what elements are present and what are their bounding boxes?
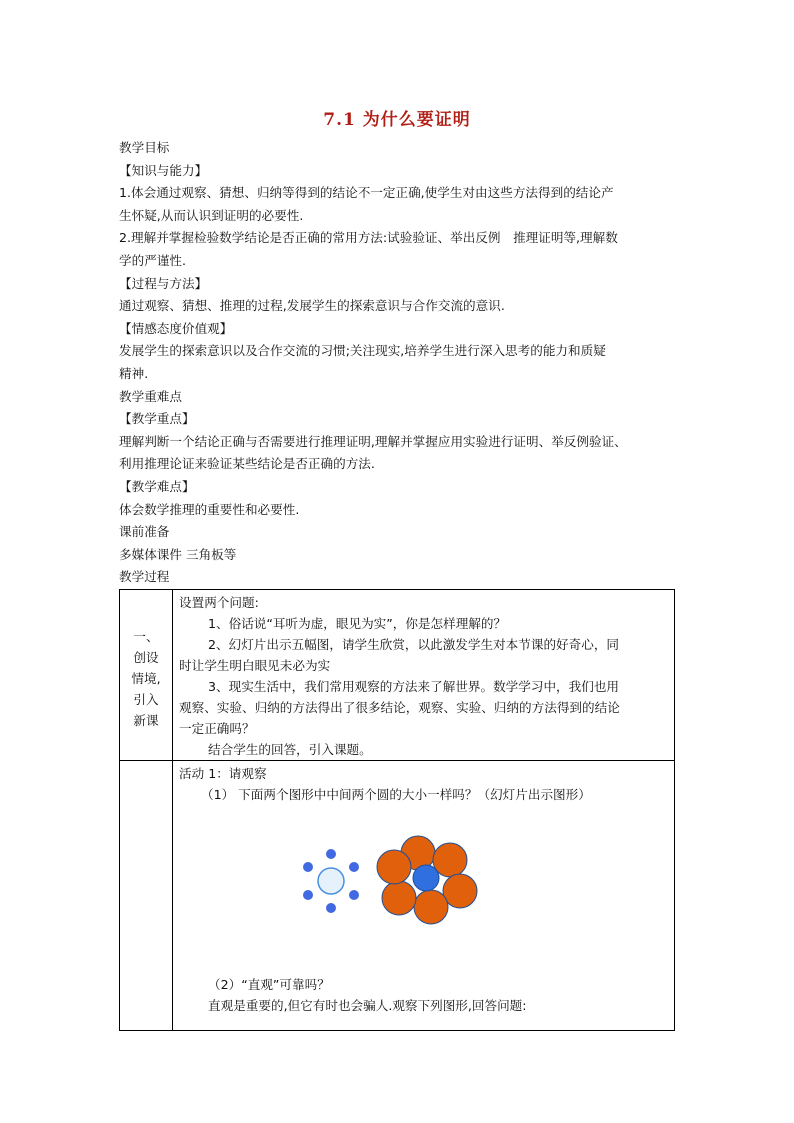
body-line: 多媒体课件 三角板等 [119, 546, 237, 562]
left-center-circle [318, 868, 344, 894]
large-circle [433, 843, 467, 877]
large-circle [377, 850, 411, 884]
small-circle [303, 862, 313, 872]
activity-item-2-text: 直观是重要的,但它有时也会骗人.观察下列图形,回答问题: [208, 998, 527, 1013]
section-heading: 课前准备 [119, 524, 170, 540]
circle-illusion-figure [179, 805, 649, 960]
body-line: 生怀疑,从而认识到证明的必要性. [119, 207, 304, 223]
question-2-cont: 时让学生明白眼见未必为实 [179, 658, 331, 673]
small-circle [326, 903, 336, 913]
small-circle [303, 890, 313, 900]
activity-item-2: （2）“直观”可靠吗？ [208, 977, 330, 992]
body-line: 1.体会通过观察、猜想、归纳等得到的结论不一定正确,使学生对由这些方法得到的结论产 [119, 185, 614, 201]
stage-label: 情境, [131, 671, 161, 686]
activity-item-1: （1） 下面两个图形中中间两个圆的大小一样吗？（幻灯片出示图形） [201, 787, 591, 802]
body-line: 学的严谨性. [119, 252, 186, 268]
body-line: 体会数学推理的重要性和必要性. [119, 501, 300, 517]
question-3: 3、现实生活中，我们常用观察的方法来了解世界。数学学习中，我们也用 [208, 679, 620, 694]
subsection-heading: 【知识与能力】 [119, 162, 208, 178]
activity-heading: 活动 1：请观察 [179, 766, 267, 781]
question-3-cont: 观察、实验、归纳的方法得出了很多结论，观察、实验、归纳的方法得到的结论 [179, 700, 620, 715]
stage-label: 创设 [133, 650, 159, 665]
lesson-body [119, 137, 679, 589]
page-title: 7.1 为什么要证明 [323, 110, 471, 130]
right-center-circle [413, 865, 439, 891]
stage-label: 引入 [133, 692, 159, 707]
small-circle [326, 849, 336, 859]
section-heading: 教学过程 [119, 569, 170, 585]
closing-line: 结合学生的回答，引入课题。 [208, 742, 372, 757]
subsection-heading: 【过程与方法】 [119, 275, 208, 291]
body-line: 理解判断一个结论正确与否需要进行推理证明,理解并掌握应用实验进行证明、举反例验证、 [119, 433, 627, 449]
subsection-heading: 【教学难点】 [119, 478, 195, 494]
large-circle [414, 890, 448, 924]
body-line: 2.理解并掌握检验数学结论是否正确的常用方法:试验验证、举出反例 推理证明等,理解数 [119, 230, 618, 246]
small-circle [349, 890, 359, 900]
large-circle [443, 874, 477, 908]
subsection-heading: 【教学重点】 [119, 411, 195, 427]
cell-heading: 设置两个问题: [179, 595, 259, 610]
large-circle [382, 881, 416, 915]
question-2: 2、幻灯片出示五幅图，请学生欣赏，以此激发学生对本节课的好奇心，同 [208, 637, 620, 652]
table-row [120, 761, 675, 1031]
subsection-heading: 【情感态度价值观】 [119, 320, 233, 336]
right-circle-group [377, 836, 477, 924]
content-cell [173, 590, 675, 761]
stage-cell [120, 590, 173, 761]
stage-label: 新课 [133, 713, 159, 728]
left-circle-group [303, 849, 359, 913]
small-circle [349, 862, 359, 872]
stage-label: 一、 [133, 629, 159, 644]
stage-cell-empty [120, 761, 173, 1031]
question-1: 1、俗话说“耳听为虚，眼见为实”，你是怎样理解的？ [208, 616, 507, 631]
section-heading: 教学重难点 [119, 388, 182, 404]
ebbinghaus-illusion-svg [179, 805, 649, 960]
section-heading: 教学目标 [119, 140, 170, 155]
body-line: 精神. [119, 365, 149, 381]
body-line: 利用推理论证来验证某些结论是否正确的方法. [119, 456, 375, 472]
content-cell [173, 761, 675, 1031]
lesson-table [119, 589, 675, 1031]
question-3-cont: 一定正确吗？ [179, 721, 255, 736]
body-line: 发展学生的探索意识以及合作交流的习惯;关注现实,培养学生进行深入思考的能力和质疑 [119, 343, 606, 359]
table-row [120, 590, 675, 761]
body-line: 通过观察、猜想、推理的过程,发展学生的探索意识与合作交流的意识. [119, 298, 505, 314]
